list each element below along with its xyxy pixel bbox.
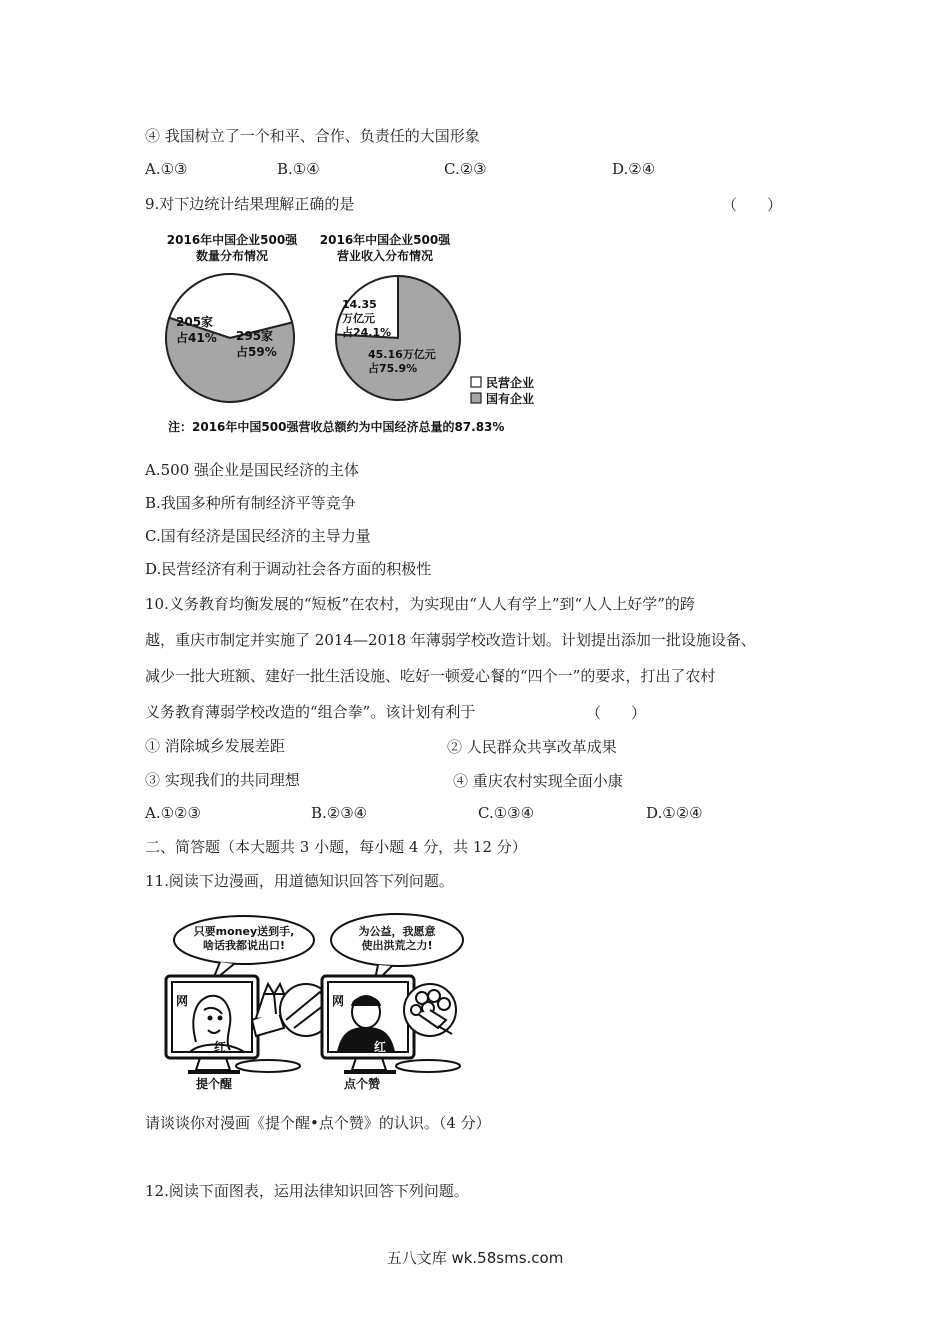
- q10-option-b: B.②③④: [311, 804, 368, 822]
- q12-stem: 12.阅读下面图表，运用法律知识回答下列问题。: [145, 1182, 469, 1200]
- q9-pie-figure: [160, 228, 560, 440]
- cartoon-bubble-left: 只要money送到手, 啥话我都说出口!: [193, 925, 295, 952]
- screen-char-left-1: 网: [176, 994, 189, 1008]
- q10-stem-line-4: 义务教育薄弱学校改造的“组合拳”。该计划有利于: [145, 703, 476, 721]
- q8-option-a: A.①③: [145, 160, 188, 178]
- q8-option-c: C.②③: [444, 160, 487, 178]
- q11-stem: 11.阅读下边漫画，用道德知识回答下列问题。: [145, 872, 454, 890]
- pie1-state-label: 295家 占59%: [236, 329, 277, 359]
- q10-answer-bracket: （ ）: [586, 704, 647, 722]
- cartoon-caption-right: 点个赞: [344, 1077, 381, 1091]
- cartoon-bubble-right: 为公益，我愿意 使出洪荒之力!: [358, 925, 436, 952]
- q10-item-2: ② 人民群众共享改革成果: [447, 738, 617, 756]
- q9-option-d: D.民营经济有利于调动社会各方面的积极性: [145, 560, 432, 578]
- q10-option-a: A.①②③: [145, 804, 201, 822]
- pie2-private-label: 14.35 万亿元 占24.1%: [342, 298, 392, 339]
- screen-char-left-2: 红: [214, 1040, 227, 1054]
- screen-char-right-2: 红: [374, 1040, 387, 1054]
- q11-cartoon: [160, 910, 500, 1095]
- q10-item-1: ① 消除城乡发展差距: [145, 737, 285, 755]
- q9-option-c: C.国有经济是国民经济的主导力量: [145, 527, 371, 545]
- pie2-state-label: 45.16万亿元 占75.9%: [368, 348, 436, 375]
- q8-option-b: B.①④: [277, 160, 320, 178]
- q10-option-c: C.①③④: [478, 804, 535, 822]
- q10-stem-line-1: 10.义务教育均衡发展的“短板”在农村，为实现由“人人有学上”到“人人上好学”的跨: [145, 595, 695, 613]
- section-2-heading: 二、简答题（本大题共 3 小题，每小题 4 分，共 12 分）: [145, 838, 527, 856]
- legend-state-label: 国有企业: [486, 392, 535, 406]
- legend-private-swatch: [471, 377, 481, 387]
- legend-state-swatch: [471, 393, 481, 403]
- q8-options: [0, 160, 950, 180]
- q10-stem-line-3: 减少一批大班额、建好一批生活设施、吃好一顿爱心餐的“四个一”的要求，打出了农村: [145, 667, 716, 685]
- figure-note: 注：2016年中国500强营收总额约为中国经济总量的87.83%: [168, 420, 505, 434]
- q8-item-4: ④ 我国树立了一个和平、合作、负责任的大国形象: [145, 127, 480, 145]
- q10-options: [0, 804, 950, 824]
- q10-item-3: ③ 实现我们的共同理想: [145, 771, 300, 789]
- q10-stem-line-2: 越，重庆市制定并实施了 2014—2018 年薄弱学校改造计划。计划提出添加一批设施设备、: [145, 631, 756, 649]
- legend-private-label: 民营企业: [486, 376, 535, 390]
- page-footer: 五八文库 wk.58sms.com: [386, 1249, 564, 1267]
- q9-option-b: B.我国多种所有制经济平等竞争: [145, 494, 356, 512]
- pie1-private-label: 205家 占41%: [176, 315, 217, 345]
- q9-stem: 9.对下边统计结果理解正确的是: [145, 195, 355, 213]
- cartoon-caption-left: 提个醒: [196, 1077, 233, 1091]
- q11-question: 请谈谈你对漫画《提个醒•点个赞》的认识。（4 分）: [145, 1114, 491, 1132]
- screen-char-right-1: 网: [332, 994, 345, 1008]
- pie2-title: 2016年中国企业500强 营业收入分布情况: [319, 233, 451, 263]
- q9-answer-bracket: （ ）: [722, 196, 783, 214]
- q10-item-4: ④ 重庆农村实现全面小康: [453, 772, 623, 790]
- q8-option-d: D.②④: [612, 160, 656, 178]
- q10-option-d: D.①②④: [646, 804, 703, 822]
- pie1-title: 2016年中国企业500强 数量分布情况: [166, 233, 298, 263]
- q9-option-a: A.500 强企业是国民经济的主体: [145, 461, 360, 479]
